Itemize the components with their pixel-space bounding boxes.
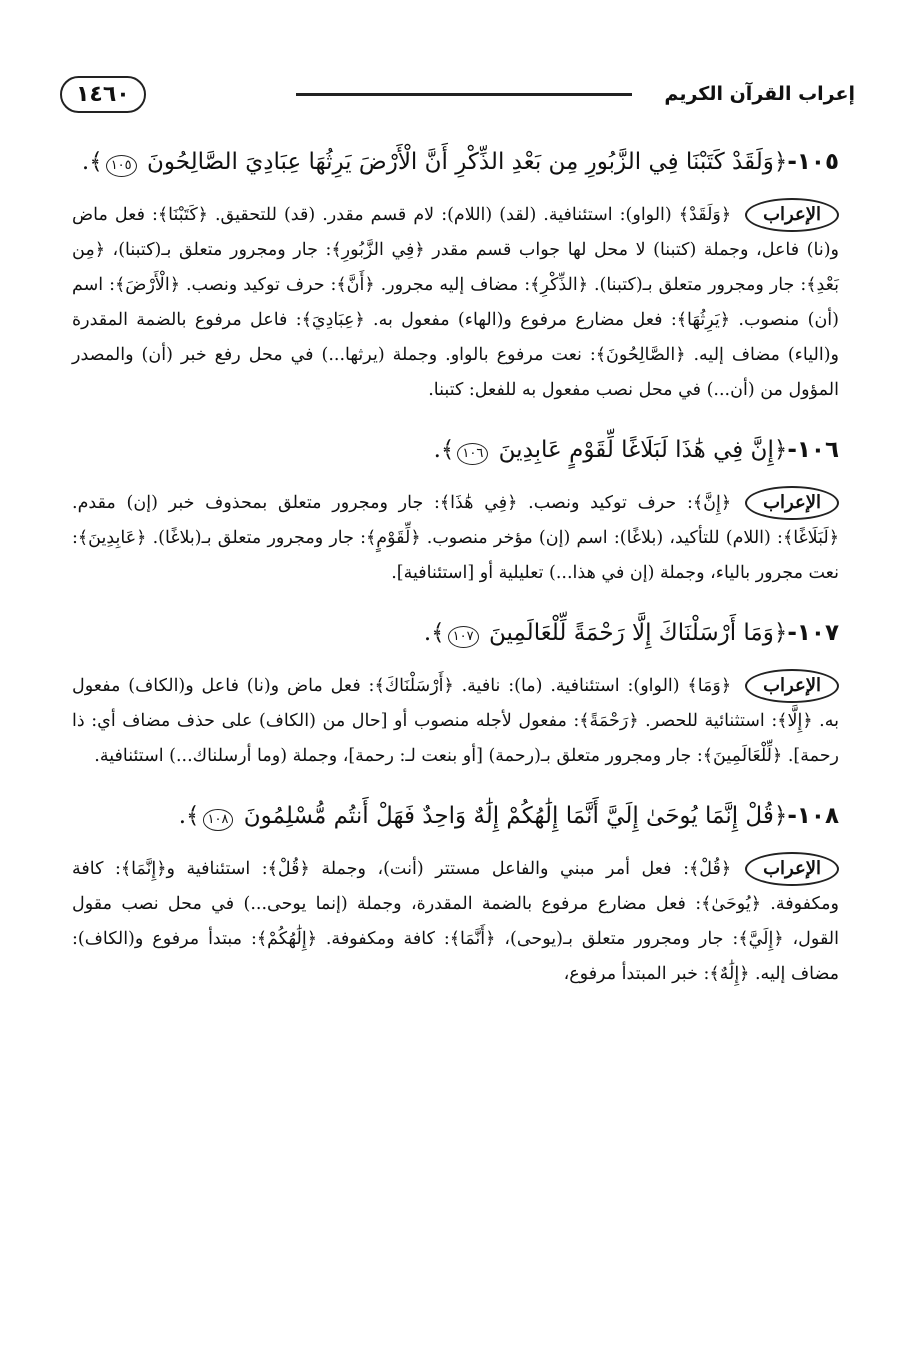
ayah-marker: ١٠٨ — [203, 809, 234, 831]
header-rule — [296, 93, 633, 96]
verse-number: ١٠٧- — [787, 620, 839, 646]
verse-text: ﴿وَمَا أَرْسَلْنَاكَ إِلَّا رَحْمَةً لِّلْعَالَمِينَ — [488, 620, 788, 646]
irab-106 — [72, 486, 839, 591]
irab-text: ﴿وَمَا﴾ (الواو): استئنافية. (ما): نافية. ﴿أَرْسَلْنَاكَ﴾: فعل ماض و(نا) فاعل و(الكاف) مفعول به. ﴿إِلَّا﴾: استثنائية للحصر. ﴿رَحْمَةً﴾: مفعول لأجله منصوب أو [حال من (الكاف) على حذف مضاف أي: ذا رحمة]. ﴿لِّلْعَالَمِينَ﴾: جار ومجرور متعلق بـ(رحمة) [أو بنعت لـ: رحمة]، وجملة (وما أرسلناك...) استئنافية. — [72, 676, 839, 766]
irab-label: الإعراب — [745, 852, 839, 886]
irab-text: ﴿قُلْ﴾: فعل أمر مبني والفاعل مستتر (أنت)، وجملة ﴿قُلْ﴾: استئنافية و﴿إِنَّمَا﴾: كافة ومكفوفة. ﴿يُوحَىٰ﴾: فعل مضارع مرفوع بالضمة المقدرة، وجملة (إنما يوحى...) في محل نصب مقول القول، ﴿إِلَيَّ﴾: جار ومجرور متعلق بـ(يوحى)، ﴿أَنَّمَا﴾: كافة ومكفوفة. ﴿إِلَٰهُكُمْ﴾: مبتدأ مرفوع و(الكاف): مضاف إليه. ﴿إِلَٰهٌ﴾: خبر المبتدأ مرفوع، — [72, 859, 839, 984]
irab-text: ﴿وَلَقَدْ﴾ (الواو): استئنافية. (لقد) (اللام): لام قسم مقدر. (قد) للتحقيق. ﴿كَتَبْنَا﴾: فعل ماض و(نا) فاعل، وجملة (كتبنا) لا محل لها جواب قسم مقدر ﴿فِي الزَّبُورِ﴾: جار ومجرور متعلق بـ(كتبنا)، ﴿مِن بَعْدِ﴾: جار ومجرور متعلق بـ(كتبنا). ﴿الذِّكْرِ﴾: مضاف إليه مجرور. ﴿أَنَّ﴾: حرف توكيد ونصب. ﴿الْأَرْضَ﴾: اسم (أن) منصوب. ﴿يَرِثُهَا﴾: فعل مضارع مرفوع و(الهاء) مفعول به. ﴿عِبَادِيَ﴾: فاعل مرفوع بالضمة المقدرة و(الياء) مضاف إليه. ﴿الصَّالِحُونَ﴾: نعت مرفوع بالواو. وجملة (يرثها...) في محل رفع خبر (أن) والمصدر المؤول من (أن...) في محل نصب مفعول به للفعل: كتبنا. — [72, 205, 839, 400]
irab-108 — [72, 852, 839, 992]
irab-text: ﴿إِنَّ﴾: حرف توكيد ونصب. ﴿فِي هَٰذَا﴾: جار ومجرور متعلق بمحذوف خبر (إن) مقدم. ﴿لَبَلَاغًا﴾: (اللام) للتأكيد، (بلاغًا): اسم (إن) مؤخر منصوب. ﴿لِّقَوْمٍ﴾: جار ومجرور متعلق بـ(بلاغًا). ﴿عَابِدِينَ﴾: نعت مجرور بالياء، وجملة (إن في هذا...) تعليلية أو [استئنافية]. — [72, 493, 839, 583]
verse-number: ١٠٨- — [787, 803, 839, 829]
irab-label: الإعراب — [745, 198, 839, 232]
verse-close: ﴾. — [81, 149, 103, 175]
verse-107 — [72, 607, 839, 659]
irab-label: الإعراب — [745, 486, 839, 520]
verse-text: ﴿قُلْ إِنَّمَا يُوحَىٰ إِلَيَّ أَنَّمَا إِلَٰهُكُمْ إِلَٰهٌ وَاحِدٌ فَهَلْ أَنتُم مُّسْلِمُونَ — [243, 803, 788, 829]
verse-108 — [72, 790, 839, 842]
verse-close: ﴾. — [433, 437, 455, 463]
verse-105 — [72, 136, 839, 188]
irab-105 — [72, 198, 839, 408]
ayah-marker: ١٠٥ — [106, 155, 137, 177]
book-title: إعراب القرآن الكريم — [664, 83, 855, 105]
page-header — [60, 68, 855, 120]
page-number: ١٤٦٠ — [60, 76, 146, 113]
ayah-marker: ١٠٦ — [457, 443, 488, 465]
verse-close: ﴾. — [178, 803, 200, 829]
verse-106 — [72, 424, 839, 476]
irab-107 — [72, 669, 839, 774]
verse-text: ﴿وَلَقَدْ كَتَبْنَا فِي الزَّبُورِ مِن بَعْدِ الذِّكْرِ أَنَّ الْأَرْضَ يَرِثُهَا عِبَادِيَ الصَّالِحُونَ — [146, 149, 788, 175]
content — [72, 136, 839, 1008]
verse-number: ١٠٦- — [787, 437, 839, 463]
ayah-marker: ١٠٧ — [448, 626, 479, 648]
irab-label: الإعراب — [745, 669, 839, 703]
verse-text: ﴿إِنَّ فِي هَٰذَا لَبَلَاغًا لِّقَوْمٍ عَابِدِينَ — [498, 437, 788, 463]
verse-number: ١٠٥- — [787, 149, 839, 175]
verse-close: ﴾. — [423, 620, 445, 646]
